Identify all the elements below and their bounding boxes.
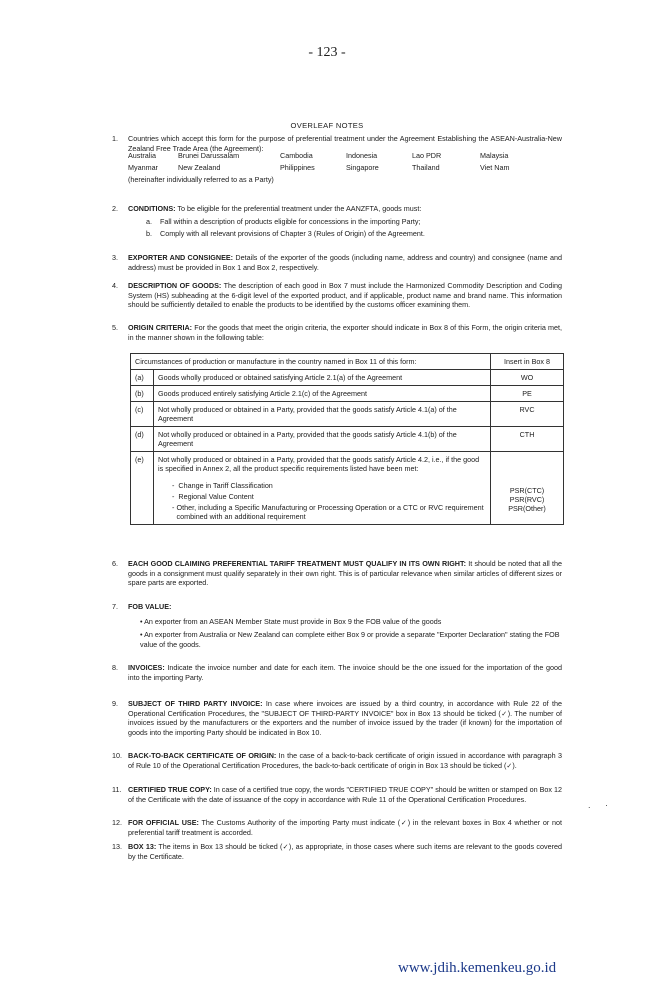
note-heading: DESCRIPTION OF GOODS: [128,281,222,290]
list-item: - Regional Value Content [172,492,254,501]
note-7 [128,602,562,612]
note-text: For the goods that meet the origin criteria, the exporter should indicate in Box 8 of this Form, the origin criteria met, in the manner shown in the following table: [128,323,562,342]
country: Malaysia [480,151,509,160]
list-text: Change in Tariff Classification [178,481,273,490]
note-heading: ORIGIN CRITERIA: [128,323,193,332]
row-insert: PSR(CTC) [509,486,545,495]
row-insert: CTH [491,427,564,452]
list-item: - Other, including a Specific Manufacturing or Processing Operation or a CTC or RVC requirement combined with an additional requirement [172,503,486,521]
table-row [131,386,564,402]
list-marker: a. [146,217,152,226]
row-text: Goods wholly produced or obtained satisfying Article 2.1(a) of the Agreement [154,370,491,386]
table-row [131,370,564,386]
column-header: Insert in Box 8 [491,354,564,370]
country: Myanmar [128,163,158,172]
note-4 [128,281,562,310]
note-number: 11. [112,785,122,794]
note-number: 8. [112,663,118,672]
note-heading: FOB VALUE: [128,602,172,611]
country: Indonesia [346,151,378,160]
row-e-bullets [158,481,486,521]
country: Philippines [280,163,315,172]
country: Viet Nam [480,163,510,172]
note-heading: CONDITIONS: [128,204,176,213]
row-insert: RVC [491,402,564,427]
note-13 [128,842,562,861]
note-10 [128,751,562,770]
row-text: Goods produced entirely satisfying Article 2.1(c) of the Agreement [154,386,491,402]
note-heading: BOX 13: [128,842,157,851]
note-text: The items in Box 13 should be ticked (✓), as appropriate, in those cases where such items are relevant to the goods covered by the Certificate. [128,842,562,861]
note-text: It should be noted that all the goods in a consignment must qualify separately in their own right. This is of particular relevance when similar articles of different sizes or spare parts are exported. [128,559,562,588]
list-item: - Change in Tariff Classification [172,481,273,490]
note-12 [128,818,562,837]
note-heading: EACH GOOD CLAIMING PREFERENTIAL TARIFF TREATMENT MUST QUALIFY IN ITS OWN RIGHT: [128,559,466,568]
row-text-e [154,452,491,525]
note-text: To be eligible for the preferential treatment under the AANZFTA, goods must: [175,204,422,213]
origin-criteria-table [130,353,564,525]
note-number: 6. [112,559,118,568]
list-item: • An exporter from an ASEAN Member State must provide in Box 9 the FOB value of the goods [140,617,442,626]
country: New Zealand [178,163,221,172]
note-number: 2. [112,204,118,213]
note-heading: SUBJECT OF THIRD PARTY INVOICE: [128,699,263,708]
row-insert-e [491,452,564,525]
note-heading: CERTIFIED TRUE COPY: [128,785,212,794]
table-header-row [131,354,564,370]
country: Thailand [412,163,440,172]
list-text: An exporter from Australia or New Zealand can complete either Box 9 or provide a separate "Exporter Declaration" stating the FOB value of the goods. [140,630,560,649]
note-5 [128,323,562,342]
note-3 [128,253,562,272]
note-number: 10. [112,751,122,760]
country: Cambodia [280,151,313,160]
note-number: 13. [112,842,122,851]
column-header: Circumstances of production or manufacture in the country named in Box 11 of this form: [131,354,491,370]
row-code: (e) [131,452,154,525]
list-text: Fall within a description of products eligible for concessions in the importing Party; [160,217,421,226]
note-8 [128,663,562,682]
row-code: (a) [131,370,154,386]
note-number: 3. [112,253,118,262]
note-heading: EXPORTER AND CONSIGNEE: [128,253,234,262]
note-text: The Customs Authority of the importing Party must indicate (✓) in the relevant boxes in Box 4 whether or not preferential tariff treatment is accorded. [128,818,562,837]
country: Lao PDR [412,151,442,160]
country: Australia [128,151,156,160]
note-number: 5. [112,323,118,332]
list-item [146,217,420,227]
note-2 [128,204,562,214]
note-number: 7. [112,602,118,611]
table-row [131,427,564,452]
list-marker: b. [146,229,152,238]
website-watermark: www.jdih.kemenkeu.go.id [398,960,557,976]
row-insert: PSR(RVC) [509,495,545,504]
row-code: (c) [131,402,154,427]
note-number: 4. [112,281,118,290]
row-code: (d) [131,427,154,452]
country-footnote: (hereinafter individually referred to as a Party) [128,175,274,184]
note-text: Indicate the invoice number and date for each item. The invoice should be the one issued for the importation of the good into the importing Party. [128,663,562,682]
note-number: 12. [112,818,122,827]
list-text: Comply with all relevant provisions of Chapter 3 (Rules of Origin) of the Agreement. [160,229,425,238]
list-text: Other, including a Specific Manufacturing or Processing Operation or a CTC or RVC requirement combined with an additional requirement [176,503,484,521]
row-text: Not wholly produced or obtained in a Party, provided that the goods satisfy Article 4.1(a) of the Agreement [154,402,491,427]
row-insert: PE [491,386,564,402]
note-text: The description of each good in Box 7 must include the Harmonized Commodity Description and Coding System (HS) subheading at the 6-digit level of the exported product, and if applicable, product name and brand name. This information should be sufficiently detailed to enable the products to be identified by the customs officer examining them. [128,281,563,310]
note-6 [128,559,562,588]
note-number: 1. [112,134,118,143]
note-text: In case where invoices are issued by a third country, in accordance with Rule 22 of the Operational Certification Procedures, the "SUBJECT OF THIRD-PARTY INVOICE" box in Box 13 should be ticked (✓). The number of invoices issued by the manufacturers or the exporters and the number of invoice issued by the trader (if known) for the importation of goods into the importing Party should be indicated in Box 10. [128,699,562,737]
row-text: Not wholly produced or obtained in a Party, provided that the goods satisfy Article 4.1(b) of the Agreement [154,427,491,452]
row-insert: WO [491,370,564,386]
country: Singapore [346,163,379,172]
note-text: In the case of a back-to-back certificate of origin issued in accordance with paragraph 3 of Rule 10 of the Operational Certification Procedures, the back-to-back certificate of origin in Box 13 should be ticked (✓). [128,751,562,770]
list-text: Regional Value Content [178,492,254,501]
table-row [131,452,564,525]
note-11 [128,785,562,804]
note-heading: BACK-TO-BACK CERTIFICATE OF ORIGIN: [128,751,277,760]
list-item: • An exporter from Australia or New Zealand can complete either Box 9 or provide a separate "Exporter Declaration" stating the FOB value of the goods. [140,630,560,649]
row-text: Not wholly produced or obtained in a Party, provided that the goods satisfy Article 4.2, i.e., if the good is specified in Annex 2, all the product specific requirements listed have been met: [158,455,480,473]
table-row [131,402,564,427]
note-1-text: Countries which accept this form for the purpose of preferential treatment under the Agreement Establishing the ASEAN-Australia-New Zealand Free Trade Area (the Agreement): [128,134,562,153]
country: Brunei Darussalam [178,151,240,160]
list-item [146,229,425,239]
note-text: In case of a certified true copy, the words "CERTIFIED TRUE COPY" should be written or stamped on Box 12 of the Certificate with the date of issuance of the copy in accordance with Rule 11 of the Operational Certification Procedures. [128,785,562,804]
row-insert: PSR(Other) [508,504,546,513]
note-9 [128,699,562,737]
list-text: An exporter from an ASEAN Member State must provide in Box 9 the FOB value of the goods [144,617,442,626]
page-number: - 123 - [308,45,346,60]
margin-marks: . · [588,800,614,810]
note-heading: INVOICES: [128,663,165,672]
note-text: Details of the exporter of the goods (including name, address and country) and consignee (name and address) must be provided in Box 1 and Box 2, respectively. [128,253,562,272]
page-title: OVERLEAF NOTES [290,121,364,130]
note-number: 9. [112,699,118,708]
row-code: (b) [131,386,154,402]
note-heading: FOR OFFICIAL USE: [128,818,199,827]
